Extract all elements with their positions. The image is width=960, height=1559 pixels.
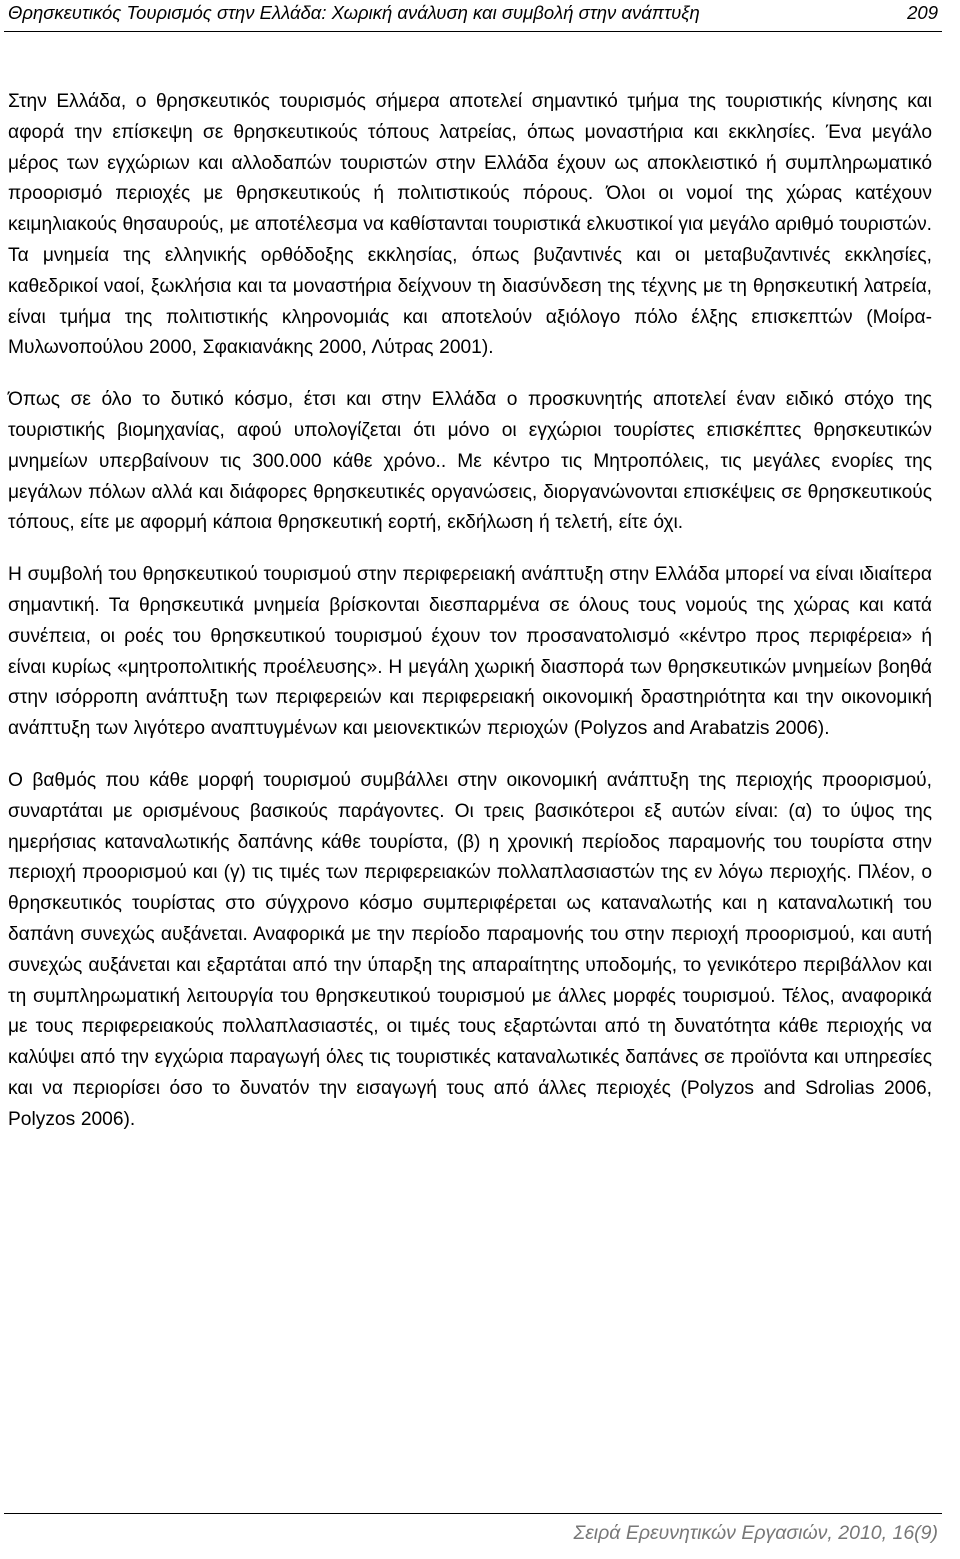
running-header-title: Θρησκευτικός Τουρισμός στην Ελλάδα: Χωρική ανάλυση και συμβολή στην ανάπτυξη	[8, 2, 700, 23]
paragraph-2: Όπως σε όλο το δυτικό κόσμο, έτσι και στην Ελλάδα ο προσκυνητής αποτελεί έναν ειδικό στόχο της τουριστικής βιομηχανίας, αφού υπολογίζεται ότι μόνο οι εγχώριοι τουρίστες επισκέπτες θρησκευτικών μνημείων υπερβαίνουν τις 300.000 κάθε χρόνο.. Με κέντρο τις Μητροπόλεις, τις μεγάλες ενορίες της μεγάλων πόλων αλλά και διάφορες θρησκευτικές οργανώσεις, διοργανώνονται επισκέψεις σε θρησκευτικούς τόπους, είτε με αφορμή κάποια θρησκευτική εορτή, εκδήλωση ή τελετή, είτε όχι.	[8, 389, 932, 534]
paragraph-4: Ο βαθμός που κάθε μορφή τουρισμού συμβάλλει στην οικονομική ανάπτυξη της περιοχής προορισμού, συναρτάται με ορισμένους βασικούς παράγοντες. Οι τρεις βασικότεροι εξ αυτών είναι: (α) το ύψος της ημερήσιας καταναλωτικής δαπάνης κάθε τουρίστα, (β) η χρονική περίοδος παραμονής του τουρίστα στην περιοχή προορισμού και (γ) τις τιμές των περιφερειακών πολλαπλασιαστών της εν λόγω περιοχής. Πλέον, ο θρησκευτικός τουρίστας στο σύγχρονο κόσμο συμπεριφέρεται ως καταναλωτής και η καταναλωτική του δαπάνη συνεχώς αυξάνεται. Αναφορικά με την περίοδο παραμονής του στην περιοχή προορισμού, και αυτή συνεχώς αυξάνεται και εξαρτάται από την ύπαρξη της απαραίτητης υποδομής, το γενικότερο περιβάλλον και τη συμπληρωματική λειτουργία του θρησκευτικού τουρισμού με άλλες μορφές τουρισμού. Τέλος, αναφορικά με τους περιφερειακούς πολλαπλασιαστές, οι τιμές τους εξαρτώνται από τη δυνατότητα κάθε περιοχής να καλύψει από την εγχώρια παραγωγή όλες τις τουριστικές καταναλωτικές δαπάνες σε προϊόντα και υπηρεσίες και να περιορίσει όσο το δυνατόν την εισαγωγή τους από άλλες περιοχές (Polyzos and Sdrolias 2006, Polyzos 2006).	[8, 769, 932, 1130]
header-divider	[4, 31, 942, 32]
running-header	[8, 0, 938, 26]
page-number: 209	[907, 2, 938, 23]
paragraph-3: Η συμβολή του θρησκευτικού τουρισμού στην περιφερειακή ανάπτυξη στην Ελλάδα μπορεί να είναι ιδιαίτερα σημαντική. Τα θρησκευτικά μνημεία βρίσκονται διεσπαρμένα σε όλους τους νομούς της χώρας και κατά συνέπεια, οι ροές του θρησκευτικού τουρισμού έχουν τον προσανατολισμό «κέντρο προς περιφέρεια» ή είναι κυρίως «μητροπολιτικής προέλευσης». Η μεγάλη χωρική διασπορά των θρησκευτικών μνημείων βοηθά στην ισόρροπη ανάπτυξη των περιφερειών και περιφερειακή οικονομική δραστηριότητα και την οικονομική ανάπτυξη των λιγότερο αναπτυγμένων και μειονεκτικών περιοχών (Polyzos and Arabatzis 2006).	[8, 564, 932, 740]
footer-divider	[4, 1513, 942, 1514]
body-text	[8, 87, 932, 1157]
paragraph-1: Στην Ελλάδα, ο θρησκευτικός τουρισμός σήμερα αποτελεί σημαντικό τμήμα της τουριστικής κίνησης και αφορά την επίσκεψη σε θρησκευτικούς τόπους λατρείας, όπως μοναστήρια και εκκλησίες. Ένα μεγάλο μέρος των εγχώριων και αλλοδαπών τουριστών στην Ελλάδα έχουν ως αποκλειστικό ή συμπληρωματικό προορισμό περιοχές με θρησκευτικούς ή πολιτιστικούς πόρους. Όλοι οι νομοί της χώρας κατέχουν κειμηλιακούς θησαυρούς, με αποτέλεσμα να καθίστανται τουριστικά ελκυστικοί για μεγάλο αριθμό τουριστών. Τα μνημεία της ελληνικής ορθόδοξης εκκλησίας, όπως βυζαντινές και οι μεταβυζαντινές εκκλησίες, καθεδρικοί ναοί, ξωκλήσια και τα μοναστήρια δείχνουν τη διασύνδεση της τέχνης με τη θρησκευτική λατρεία, είναι τμήμα της πολιτιστικής κληρονομιάς και αποτελούν αξιόλογο πόλο έλξης επισκεπτών (Μοίρα-Μυλωνοπούλου 2000, Σφακιανάκης 2000, Λύτρας 2001).	[8, 91, 932, 359]
running-footer: Σειρά Ερευνητικών Εργασιών, 2010, 16(9)	[573, 1522, 938, 1544]
